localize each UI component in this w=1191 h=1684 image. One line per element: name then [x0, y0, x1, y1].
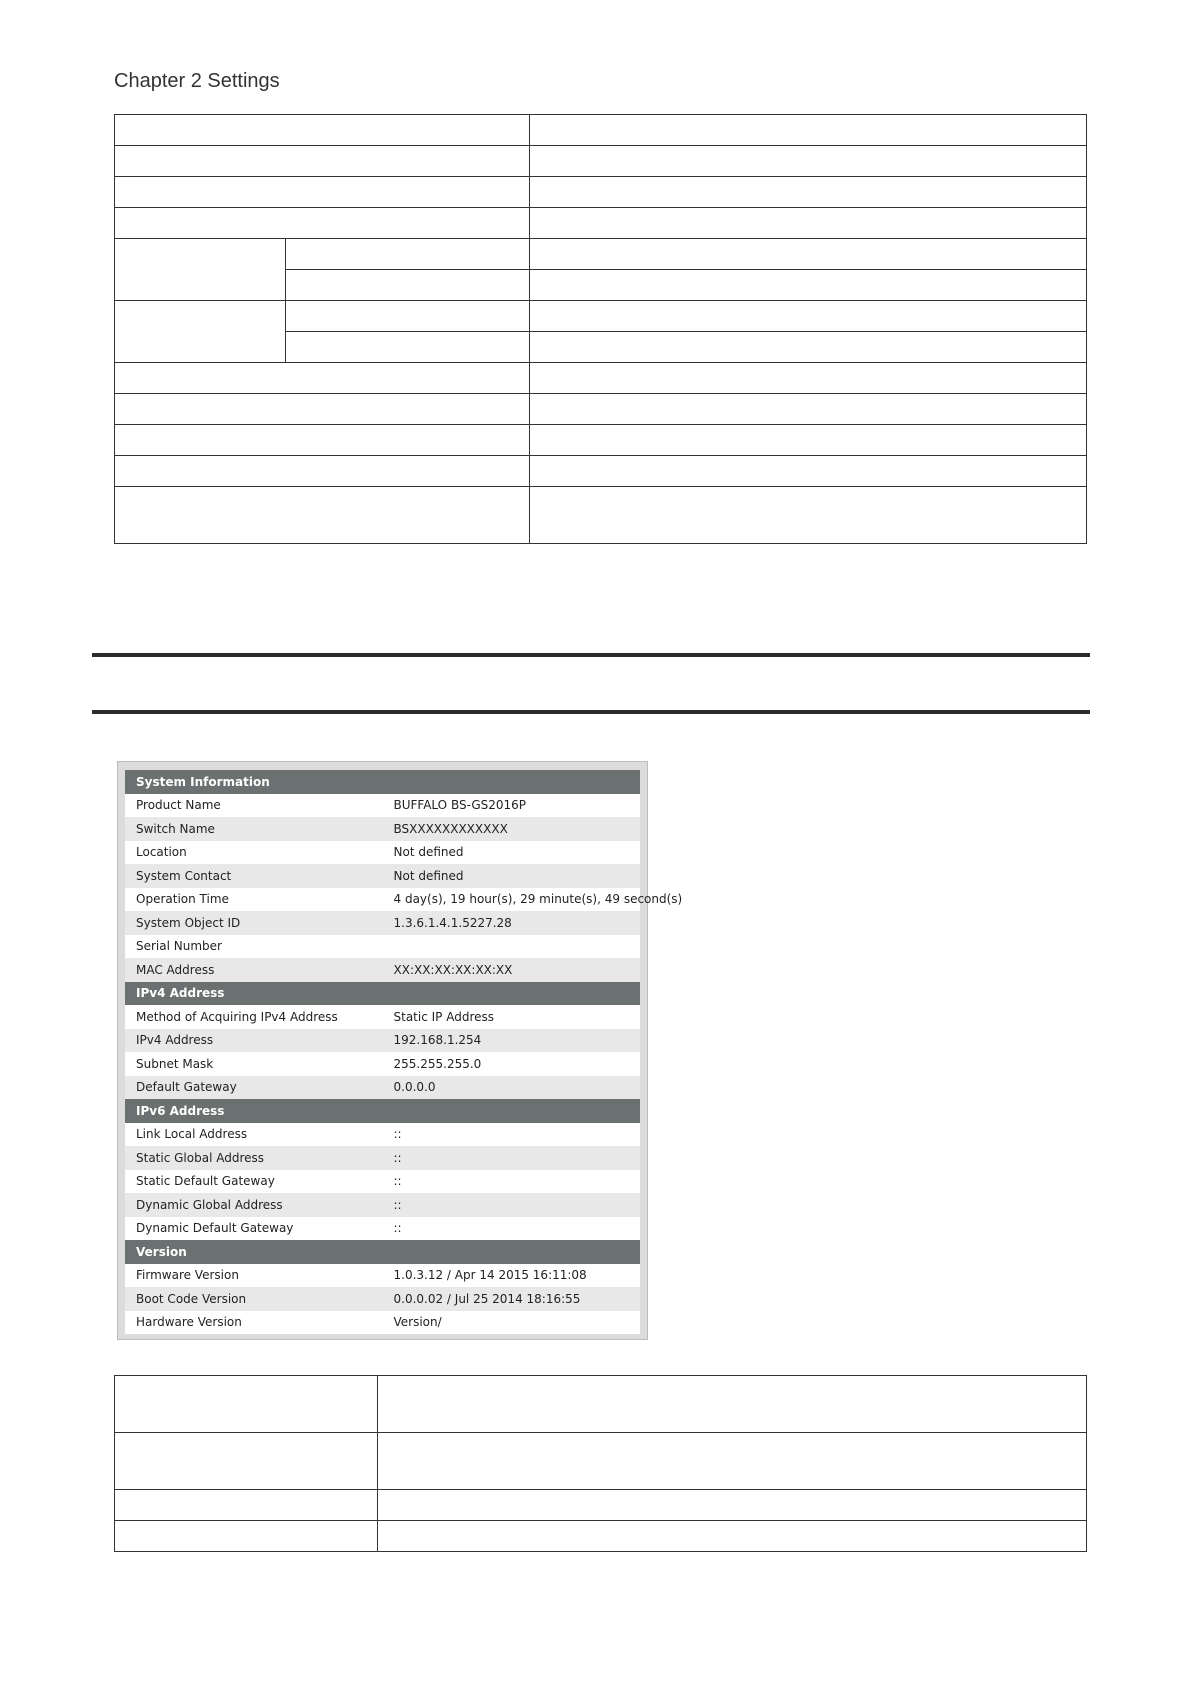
info-row-default-gateway: [125, 1076, 640, 1100]
table-row: [115, 1376, 1087, 1433]
table-cell: [115, 1433, 378, 1490]
row-value: Not defined: [383, 864, 641, 888]
table-row: [115, 1490, 1087, 1521]
table-cell: [115, 239, 286, 301]
table-cell: [378, 1521, 1087, 1552]
row-label: Method of Acquiring IPv4 Address: [125, 1005, 383, 1029]
row-label: Hardware Version: [125, 1311, 383, 1335]
table-row: [115, 208, 1087, 239]
table-row: [115, 394, 1087, 425]
table-cell: [115, 146, 530, 177]
info-row-firmware-version: [125, 1264, 640, 1288]
info-row-static-default-gateway: [125, 1170, 640, 1194]
row-label: Boot Code Version: [125, 1287, 383, 1311]
row-label: Link Local Address: [125, 1123, 383, 1147]
table-cell: [115, 115, 530, 146]
row-label: Switch Name: [125, 817, 383, 841]
section-header-version: [125, 1240, 640, 1264]
info-row-serial-number: [125, 935, 640, 959]
info-row-ipv4-method: [125, 1005, 640, 1029]
system-information-panel: [117, 761, 683, 1340]
table-cell: [286, 332, 530, 363]
settings-table-bottom: [114, 1375, 1087, 1552]
table-cell: [115, 487, 530, 544]
row-label: Firmware Version: [125, 1264, 383, 1288]
row-value: 4 day(s), 19 hour(s), 29 minute(s), 49 second(s): [383, 888, 641, 912]
row-value: Static IP Address: [383, 1005, 641, 1029]
table-cell: [286, 301, 530, 332]
table-row: [115, 239, 1087, 270]
row-label: Static Default Gateway: [125, 1170, 383, 1194]
table-cell: [530, 487, 1087, 544]
info-row-static-global-address: [125, 1146, 640, 1170]
row-value: ::: [383, 1123, 641, 1147]
row-value: 1.0.3.12 / Apr 14 2015 16:11:08: [383, 1264, 641, 1288]
system-information-table: [125, 770, 683, 1334]
info-row-dynamic-global-address: [125, 1193, 640, 1217]
info-row-product-name: [125, 794, 640, 818]
table-cell: [115, 1490, 378, 1521]
section-rule-bottom: [92, 710, 1090, 714]
table-cell: [286, 239, 530, 270]
table-row: [115, 177, 1087, 208]
row-label: Dynamic Default Gateway: [125, 1217, 383, 1241]
info-row-dynamic-default-gateway: [125, 1217, 640, 1241]
info-row-system-contact: [125, 864, 640, 888]
info-row-ipv4-address: [125, 1029, 640, 1053]
table-cell: [530, 177, 1087, 208]
row-value: ::: [383, 1146, 641, 1170]
table-cell: [530, 208, 1087, 239]
row-value: 0.0.0.0: [383, 1076, 641, 1100]
row-value: XX:XX:XX:XX:XX:XX: [383, 958, 641, 982]
section-title: Version: [125, 1240, 640, 1264]
section-header-ipv4-address: [125, 982, 640, 1006]
row-label: Serial Number: [125, 935, 383, 959]
row-value: Not defined: [383, 841, 641, 865]
table-row: [115, 487, 1087, 544]
row-value: ::: [383, 1193, 641, 1217]
info-row-location: [125, 841, 640, 865]
table-cell: [115, 1521, 378, 1552]
row-label: Operation Time: [125, 888, 383, 912]
table-row: [115, 1521, 1087, 1552]
table-row: [115, 1433, 1087, 1490]
table-cell: [530, 239, 1087, 270]
row-value: BSXXXXXXXXXXXX: [383, 817, 641, 841]
row-label: Subnet Mask: [125, 1052, 383, 1076]
row-value: ::: [383, 1217, 641, 1241]
row-label: Static Global Address: [125, 1146, 383, 1170]
row-value: Version/: [383, 1311, 641, 1335]
row-label: Default Gateway: [125, 1076, 383, 1100]
section-rule-top: [92, 653, 1090, 657]
info-row-subnet-mask: [125, 1052, 640, 1076]
section-title: System Information: [125, 770, 640, 794]
table-cell: [530, 363, 1087, 394]
info-row-switch-name: [125, 817, 640, 841]
info-row-operation-time: [125, 888, 640, 912]
row-label: Product Name: [125, 794, 383, 818]
table-cell: [115, 177, 530, 208]
table-row: [115, 301, 1087, 332]
table-cell: [530, 456, 1087, 487]
table-row: [115, 425, 1087, 456]
table-cell: [115, 208, 530, 239]
row-value: 255.255.255.0: [383, 1052, 641, 1076]
table-cell: [115, 394, 530, 425]
settings-table-top: [114, 114, 1087, 544]
table-cell: [530, 332, 1087, 363]
table-cell: [530, 425, 1087, 456]
table-cell: [378, 1433, 1087, 1490]
row-label: System Object ID: [125, 911, 383, 935]
table-cell: [530, 394, 1087, 425]
info-row-boot-code-version: [125, 1287, 640, 1311]
table-row: [115, 456, 1087, 487]
section-header-system-information: [125, 770, 640, 794]
table-cell: [115, 363, 530, 394]
chapter-title: Chapter 2 Settings: [114, 70, 280, 92]
table-cell: [115, 456, 530, 487]
row-value: 192.168.1.254: [383, 1029, 641, 1053]
row-value: ::: [383, 1170, 641, 1194]
info-row-hardware-version: [125, 1311, 640, 1335]
table-cell: [115, 1376, 378, 1433]
section-title: IPv4 Address: [125, 982, 640, 1006]
row-label: Location: [125, 841, 383, 865]
row-label: Dynamic Global Address: [125, 1193, 383, 1217]
table-cell: [115, 425, 530, 456]
table-cell: [530, 301, 1087, 332]
table-cell: [378, 1376, 1087, 1433]
table-cell: [286, 270, 530, 301]
table-row: [115, 363, 1087, 394]
row-label: System Contact: [125, 864, 383, 888]
info-row-link-local-address: [125, 1123, 640, 1147]
table-cell: [530, 270, 1087, 301]
table-row: [115, 115, 1087, 146]
section-title: IPv6 Address: [125, 1099, 640, 1123]
row-value: 0.0.0.02 / Jul 25 2014 18:16:55: [383, 1287, 641, 1311]
row-value: [383, 935, 641, 959]
row-value: BUFFALO BS-GS2016P: [383, 794, 641, 818]
table-row: [115, 146, 1087, 177]
row-label: MAC Address: [125, 958, 383, 982]
table-cell: [115, 301, 286, 363]
info-row-system-object-id: [125, 911, 640, 935]
section-header-ipv6-address: [125, 1099, 640, 1123]
table-cell: [530, 146, 1087, 177]
info-row-mac-address: [125, 958, 640, 982]
table-cell: [378, 1490, 1087, 1521]
row-value: 1.3.6.1.4.1.5227.28: [383, 911, 641, 935]
row-label: IPv4 Address: [125, 1029, 383, 1053]
table-cell: [530, 115, 1087, 146]
